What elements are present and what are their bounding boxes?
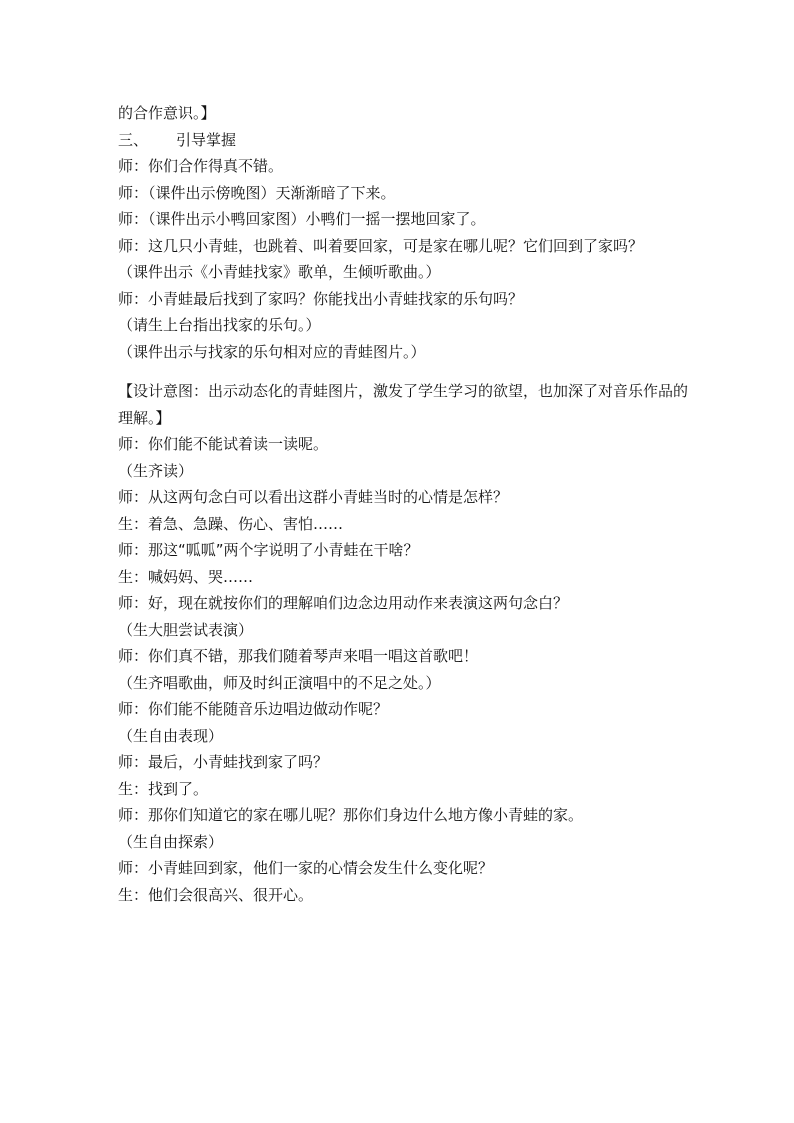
text-line: 师：（课件出示小鸭回家图）小鸭们一摇一摆地回家了。 bbox=[118, 210, 486, 228]
text-line: 师：小青蛙回到家，他们一家的心情会发生什么变化呢？ bbox=[118, 859, 494, 877]
lesson-plan-text bbox=[118, 100, 688, 908]
text-line: 师：好，现在就按你们的理解咱们边念边用动作来表演这两句念白？ bbox=[118, 594, 569, 612]
text-line: （生自由探索） bbox=[118, 832, 224, 851]
text-line: 的合作意识。】 bbox=[118, 104, 216, 122]
text-line: （请生上台指出找家的乐句。） bbox=[118, 316, 321, 334]
text-line: 生：喊妈妈、哭…… bbox=[118, 567, 254, 586]
section-heading bbox=[118, 127, 688, 154]
section-number: 三、 bbox=[118, 130, 149, 149]
paragraph-gap bbox=[118, 365, 688, 378]
text-line: 师：你们真不错，那我们随着琴声来唱一唱这首歌吧！ bbox=[118, 647, 479, 665]
text-line: 生：着急、急躁、伤心、害怕…… bbox=[118, 514, 344, 533]
text-line: 师：你们能不能试着读一读呢。 bbox=[118, 435, 329, 453]
text-line: 师：从这两句念白可以看出这群小青蛙当时的心情是怎样？ bbox=[118, 488, 509, 506]
text-line: 生：找到了。 bbox=[118, 779, 209, 798]
text-line: 师：那这“呱呱”两个字说明了小青蛙在干啥？ bbox=[118, 541, 419, 559]
text-line: （课件出示与找家的乐句相对应的青蛙图片。） bbox=[118, 342, 426, 361]
design-intent-note: 【设计意图：出示动态化的青蛙图片，激发了学生学习的欲望，也加深了对音乐作品的理解。】 bbox=[118, 382, 689, 427]
text-line: （课件出示《小青蛙找家》歌单，生倾听歌曲。） bbox=[118, 263, 441, 281]
text-line: 师：那你们知道它的家在哪儿呢？那你们身边什么地方像小青蛙的家。 bbox=[118, 806, 584, 824]
text-line: 师：你们能不能随音乐边唱边做动作呢？ bbox=[118, 700, 389, 718]
text-line: 师：最后，小青蛙找到家了吗？ bbox=[118, 753, 329, 771]
text-paragraph: 师：这几只小青蛙，也跳着、叫着要回家，可是家在哪儿呢？它们回到了家吗？ bbox=[118, 236, 644, 255]
text-line: （生自由表现） bbox=[118, 726, 224, 745]
text-line: （生齐唱歌曲，师及时纠正演唱中的不足之处。） bbox=[118, 673, 441, 692]
text-line: 师：（课件出示傍晚图）天渐渐暗了下来。 bbox=[118, 183, 396, 202]
text-line: 师：你们合作得真不错。 bbox=[118, 157, 284, 175]
text-line: 师：小青蛙最后找到了家吗？你能找出小青蛙找家的乐句吗？ bbox=[118, 289, 524, 308]
text-line: 生：他们会很高兴、很开心。 bbox=[118, 885, 314, 904]
text-line: （生大胆尝试表演） bbox=[118, 620, 254, 639]
text-line: （生齐读） bbox=[118, 461, 194, 480]
section-title: 引导掌握 bbox=[176, 130, 237, 149]
